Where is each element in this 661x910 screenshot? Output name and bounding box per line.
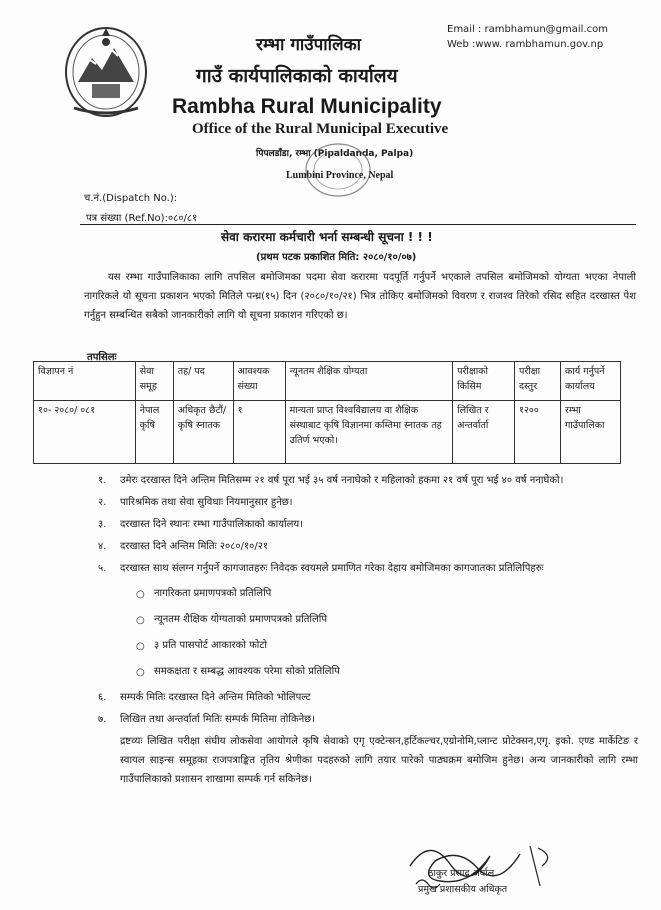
header-cell: सेवा समूह (135, 362, 173, 401)
list-item (98, 559, 638, 578)
office-name-np: गाउँ कार्यपालिकाको कार्यालय (196, 65, 398, 87)
header-divider (80, 224, 636, 225)
website-text: Web :www. rambhamun.gov.np (447, 39, 604, 50)
item-text: लिखित तथा अन्तर्वार्ता मितिः सम्पर्क मितिमा तोकिनेछ। (120, 714, 315, 725)
table-cell: १०- २०८०/ ०८१ (34, 401, 136, 464)
circle-bullet-icon: ○ (136, 589, 145, 600)
header-cell: आवश्यक संख्या (233, 362, 285, 401)
address-line-1: पिपलडाँडा, रम्भा (Pipaldanda, Palpa) (256, 149, 414, 159)
header-cell: तह/ पद (173, 362, 233, 401)
document-sub-item (98, 584, 638, 603)
municipality-name-en: Rambha Rural Municipality (172, 95, 442, 118)
table-cell: लिखित र अन्तर्वार्ता (453, 401, 515, 464)
document-sub-item (98, 610, 638, 629)
office-stamp (282, 140, 392, 204)
address-line-2: Lumbini Province, Nepal (286, 170, 394, 181)
table-cell: नेपाल कृषि (135, 401, 173, 464)
table-row (34, 401, 621, 464)
item-number: ५. (98, 563, 107, 574)
document-sub-item (98, 636, 638, 655)
vacancy-table (33, 361, 621, 464)
list-item (98, 515, 638, 534)
item-number: २. (98, 497, 107, 508)
sub-item-text: समकक्षता र सम्बद्ध आवश्यक परेमा सोको प्रतिलिपि (154, 666, 340, 677)
contact-block (447, 22, 608, 52)
table-cell: १२०० (515, 401, 561, 464)
item-number: ४. (98, 541, 107, 552)
list-item (98, 537, 638, 556)
intro-paragraph: यस रम्भा गाउँपालिकाका लागि तपसिल बमोजिमका पदमा सेवा करारमा पदपूर्ति गर्नुपर्ने भएकाले तपसिल बमोजिमको योग्यता भएका नेपाली नागरिकले यो सूचना प्रकाशन भएको मितिले पन्ध्र(१५) दिन (२०८०/१०/२१) भित्र तोकिए बमोजिमको विवरण र राजश्व तिरेको रसिद सहित दरखास्त पेश गर्नुहुन सम्बन्धित सबैको जानकारीको लागि यो सूचना प्रकाशन गरिएको छ। (84, 272, 636, 321)
table-header-row (34, 362, 621, 401)
item-number: ६. (98, 692, 107, 703)
list-item (98, 710, 638, 729)
signatory-name: ठाकुर प्रसाद अर्याल (428, 868, 495, 879)
document-sub-item (98, 662, 638, 681)
dispatch-number: च.नं.(Dispatch No.): (84, 193, 178, 204)
header-cell: विज्ञापन नं (34, 362, 136, 401)
table-cell: अधिकृत छैटौं/ कृषि स्नातक (173, 401, 233, 464)
item-text: दरखास्त दिने अन्तिम मितिः २०८०/१०/२१ (120, 541, 269, 552)
notice-title: सेवा करारमा कर्मचारी भर्ना सम्बन्धी सूचना ! ! ! (221, 230, 433, 244)
circle-bullet-icon: ○ (136, 641, 145, 652)
circle-bullet-icon: ○ (136, 615, 145, 626)
details-label: तपसिलः (87, 352, 117, 363)
table-cell: रम्भा गाउँपालिका (560, 401, 620, 464)
header-cell: न्यूनतम शैक्षिक योग्यता (285, 362, 453, 401)
item-number: ३. (98, 519, 107, 530)
municipality-name-np: रम्भा गाउँपालिका (256, 35, 362, 55)
table-cell: १ (233, 401, 285, 464)
header-cell: कार्य गर्नुपर्ने कार्यालय (560, 362, 620, 401)
item-text: सम्पर्क मितिः दरखास्त दिने अन्तिम मितिको भोलिपल्ट (120, 692, 311, 703)
note-paragraph: द्रष्टव्यः लिखित परीक्षा संघीय लोकसेवा आयोगले कृषि सेवाको एगृ एक्टेन्सन,हर्टिकल्चर,एग्रोनोमि,प्लान्ट प्रोटेक्सन,एगृ. इको. एण्ड मार्केटिङ र स्वायल साइन्स समूहका राजपत्राङ्कित तृतिय श्रेणीका पदहरुको लागि तयार पारेको पाठ्यक्रम बमोजिम हुनेछ। अन्य जानकारीको लागि रम्भा गाउँपालिकाको प्रशासन शाखामा सम्पर्क गर्न सकिनेछ। (120, 736, 638, 785)
header-cell: परीक्षाको किसिम (453, 362, 515, 401)
circle-bullet-icon: ○ (136, 667, 145, 678)
list-item (98, 493, 638, 512)
first-published-date: (प्रथम पटक प्रकाशित मिति: २०८०/१०/०७) (256, 252, 417, 263)
sub-item-text: न्यूनतम शैक्षिक योग्यताको प्रमाणपत्रको प्रतिलिपि (154, 614, 328, 625)
list-item (98, 688, 638, 707)
item-text: दरखास्त दिने स्थानः रम्भा गाउँपालिकाको कार्यालय। (120, 519, 303, 530)
item-number: १. (98, 475, 107, 486)
item-text: उमेरः दरखास्त दिने अन्तिम मितिसम्म २१ वर्ष पूरा भई ३५ वर्ष ननाघेको र महिलाको हकमा २१ वर्ष पूरा भई ४० वर्ष ननाघेको। (120, 475, 564, 486)
table-cell: मान्यता प्राप्त विश्वविद्यालय वा शैक्षिक संस्थाबाट कृषि विज्ञानमा कम्तिमा स्नातक तह उतिर्ण भएको। (285, 401, 453, 464)
nepal-emblem-logo (62, 20, 150, 120)
sub-item-text: ३ प्रति पासपोर्ट आकारको फोटो (154, 640, 268, 651)
office-name-en: Office of the Rural Municipal Executive (192, 121, 449, 137)
email-text: Email : rambhamun@gmail.com (447, 24, 608, 35)
signatory-role: प्रमुख प्रशासकीय अधिकृत (418, 884, 508, 895)
item-number: ७. (98, 714, 107, 725)
header-cell: परीक्षा दस्तुर (515, 362, 561, 401)
conditions-list (98, 471, 638, 789)
sub-item-text: नागरिकता प्रमाणपत्रको प्रतिलिपि (154, 588, 272, 599)
list-item (98, 471, 638, 490)
reference-number: पत्र संख्या (Ref.No):०८०/८१ (86, 213, 198, 224)
item-text: दरखास्त साथ संलग्न गर्नुपर्ने कागजातहरुः निवेदक स्वयमले प्रमाणित गरेका देहाय बमोजिमका कागजातका प्रतिलिपिहरुः (120, 563, 544, 574)
item-text: पारिश्रमिक तथा सेवा सुविधाः नियमानुसार हुनेछ। (120, 497, 293, 508)
